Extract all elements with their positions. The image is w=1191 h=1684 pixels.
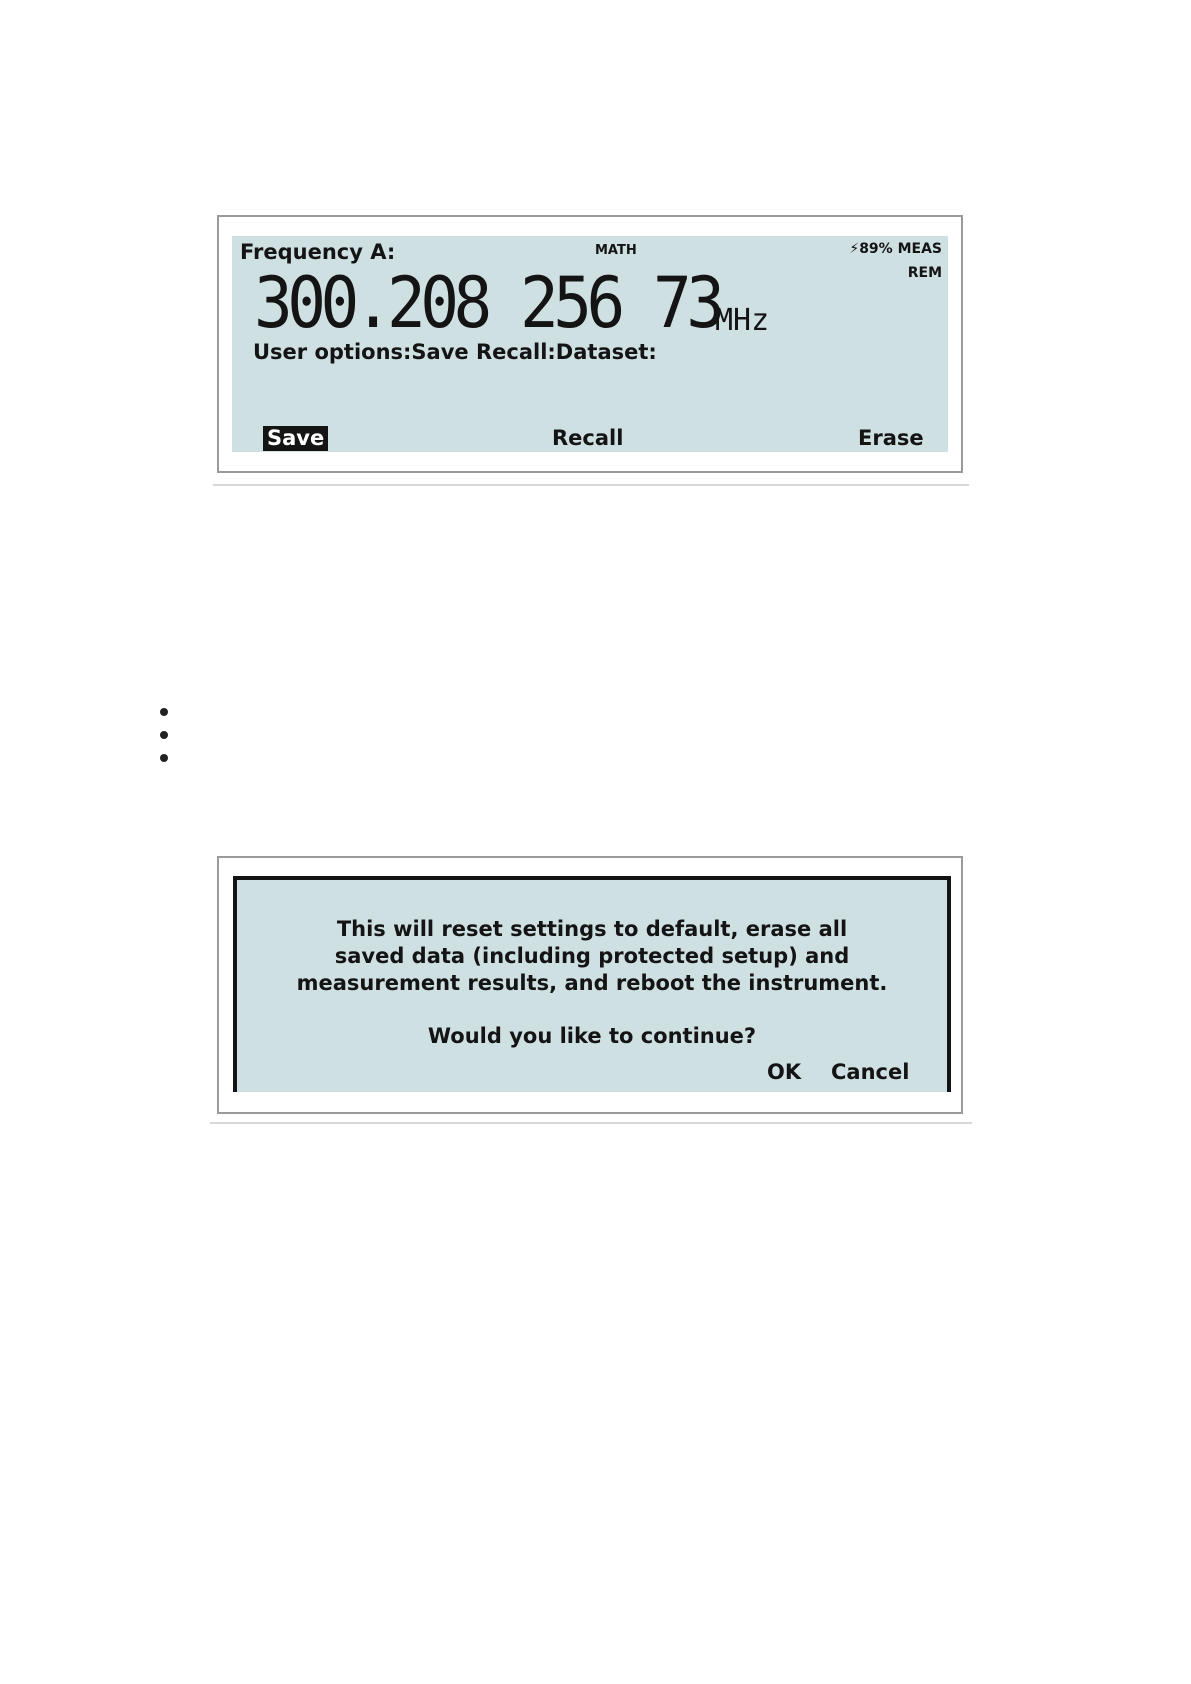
screenshot-frame-2	[217, 856, 963, 1114]
battery-level: 89%	[859, 241, 893, 257]
measurement-label: Frequency A:	[240, 240, 396, 264]
dialog-question: Would you like to continue?	[427, 1024, 757, 1048]
bullet-icon	[160, 754, 168, 762]
save-softkey[interactable]: Save	[263, 426, 328, 451]
meas-flag: MEAS	[897, 241, 942, 257]
ok-button[interactable]: OK	[767, 1060, 802, 1084]
dialog-message-line: This will reset settings to default, erase all	[336, 917, 848, 941]
bullet-icon	[160, 708, 168, 716]
main-reading: 300.208 256 73	[254, 262, 720, 344]
lcd-display	[232, 236, 948, 452]
cancel-button[interactable]: Cancel	[831, 1060, 910, 1084]
power-plug-icon: ⚡	[849, 241, 860, 257]
bullet-list	[160, 708, 168, 777]
reading-unit: MHz	[715, 303, 770, 338]
rem-flag: REM	[907, 265, 942, 281]
dialog-message	[237, 916, 947, 997]
confirm-dialog	[233, 876, 951, 1092]
math-flag: MATH	[595, 243, 637, 258]
frame-divider-1	[213, 484, 969, 486]
erase-softkey[interactable]: Erase	[858, 426, 924, 450]
dialog-message-line: saved data (including protected setup) and	[334, 944, 850, 968]
screenshot-frame-1	[217, 215, 963, 473]
frame-divider-2	[210, 1122, 972, 1124]
status-flags	[849, 242, 942, 256]
user-options-line: User options:Save Recall:Dataset:	[253, 340, 657, 364]
recall-softkey[interactable]: Recall	[552, 426, 624, 450]
dialog-message-line: measurement results, and reboot the instrument.	[296, 971, 888, 995]
bullet-icon	[160, 731, 168, 739]
